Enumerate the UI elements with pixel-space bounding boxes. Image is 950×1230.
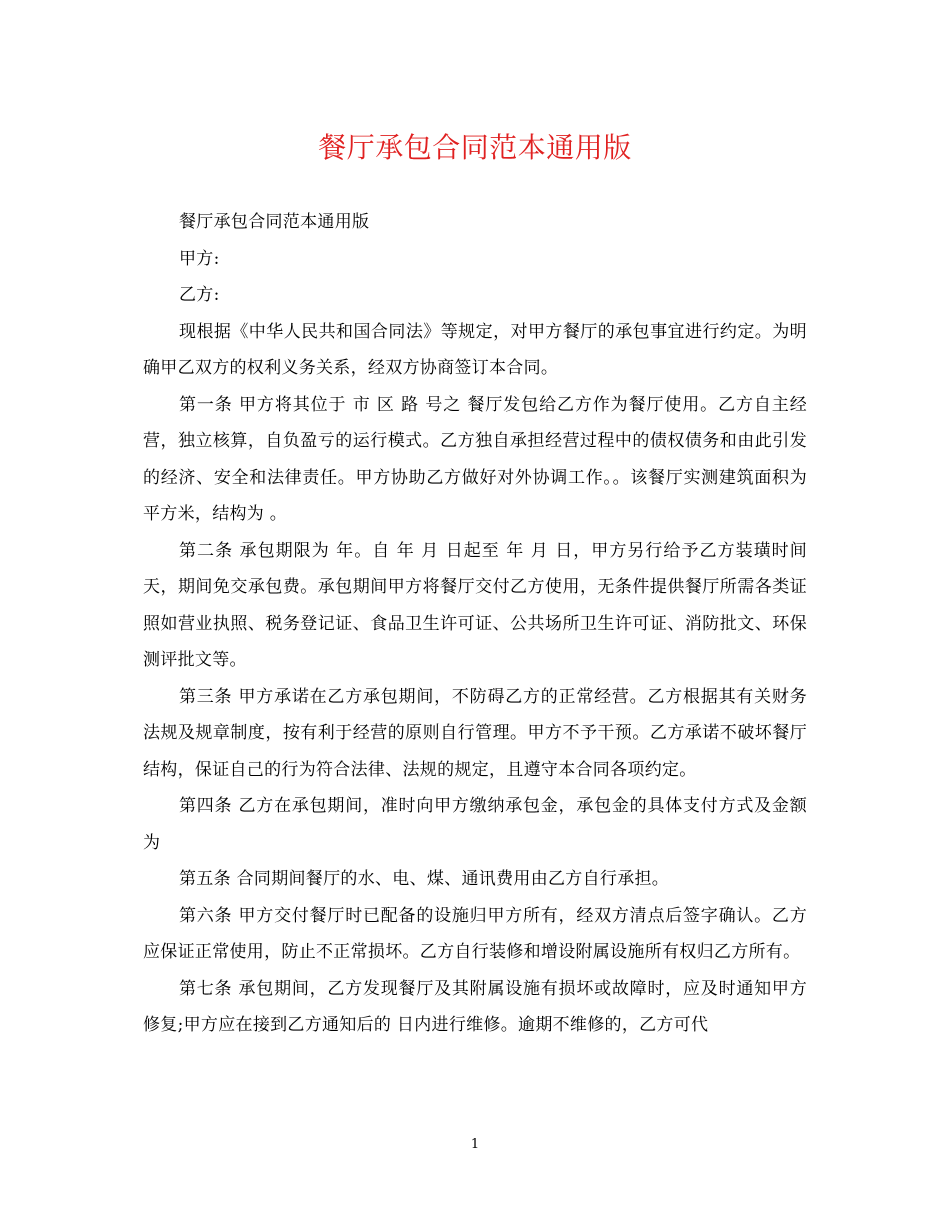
article-5-paragraph: 第五条 合同期间餐厅的水、电、煤、通讯费用由乙方自行承担。 <box>179 869 670 889</box>
party-b-line: 乙方: <box>179 285 220 305</box>
party-a-line: 甲方: <box>179 248 220 269</box>
page-number: 1 <box>470 1137 480 1152</box>
article-7-paragraph: 第七条 承包期间，乙方发现餐厅及其附属设施有损坏或故障时，应及时通知甲方修复;甲方应在接到乙方通知后的 日内进行维修。逾期不维修的，乙方可代 <box>143 978 807 1035</box>
article-1-paragraph: 第一条 甲方将其位于 市 区 路 号之 餐厅发包给乙方作为餐厅使用。乙方自主经营，独立核算，自负盈亏的运行模式。乙方独自承担经营过程中的债权债务和由此引发的经济、安全和法律责任。甲方协助乙方做好对外协调工作。。该餐厅实测建筑面积为 平方米，结构为 。 <box>143 394 807 524</box>
article-2-paragraph: 第二条 承包期限为 年。自 年 月 日起至 年 月 日，甲方另行给予乙方装璜时间 天，期间免交承包费。承包期间甲方将餐厅交付乙方使用，无条件提供餐厅所需各类证照如营业执照、税务登记证、食品卫生许可证、公共场所卫生许可证、消防批文、环保测评批文等。 <box>143 540 807 670</box>
document-body <box>143 204 807 1044</box>
document-title: 餐厅承包合同范本通用版 <box>318 131 632 164</box>
subtitle-paragraph: 餐厅承包合同范本通用版 <box>179 212 370 232</box>
preamble-paragraph: 现根据《中华人民共和国合同法》等规定，对甲方餐厅的承包事宜进行约定。为明确甲乙双方的权利义务关系，经双方协商签订本合同。 <box>143 321 807 378</box>
article-6-paragraph: 第六条 甲方交付餐厅时已配备的设施归甲方所有，经双方清点后签字确认。乙方应保证正常使用，防止不正常损坏。乙方自行装修和增设附属设施所有权归乙方所有。 <box>143 905 807 962</box>
article-4-paragraph: 第四条 乙方在承包期间，准时向甲方缴纳承包金，承包金的具体支付方式及金额为 <box>143 796 807 853</box>
article-3-paragraph: 第三条 甲方承诺在乙方承包期间，不防碍乙方的正常经营。乙方根据其有关财务法规及规章制度，按有利于经营的原则自行管理。甲方不予干预。乙方承诺不破坏餐厅结构，保证自己的行为符合法律、法规的规定，且遵守本合同各项约定。 <box>143 686 807 780</box>
